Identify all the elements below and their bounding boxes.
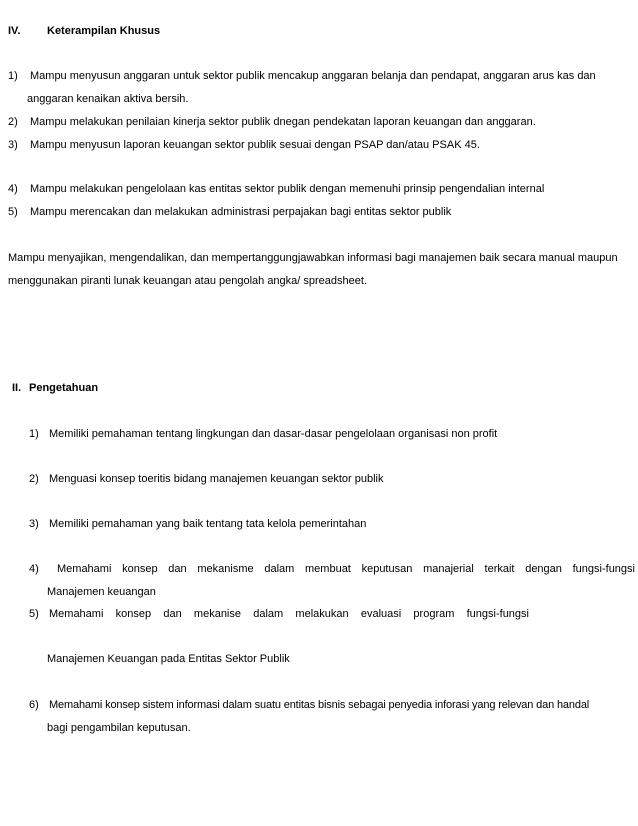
list-item-text: Menguasi konsep toeritis bidang manajemen keuangan sektor publik: [49, 473, 384, 485]
list-item-number: 2): [8, 116, 18, 128]
list-item-text: Memiliki pemahaman yang baik tentang tata kelola pemerintahan: [49, 518, 367, 530]
section-iv-roman: IV.: [8, 25, 21, 37]
list-item-text: Memahami konsep dan mekanisme dalam membuat keputusan manajerial terkait dengan fungsi-fungsi: [57, 563, 635, 575]
list-item-text: Mampu melakukan penilaian kinerja sektor publik dnegan pendekatan laporan keuangan dan anggaran.: [30, 116, 536, 128]
list-item-number: 3): [29, 518, 39, 530]
section-ii-roman: II.: [12, 382, 22, 394]
list-item-text-continuation: anggaran kenaikan aktiva bersih.: [27, 93, 189, 105]
paragraph-text: Mampu menyajikan, mengendalikan, dan mempertanggungjawabkan informasi bagi manajemen baik secara manual maupun: [8, 252, 618, 264]
list-item-number: 2): [29, 473, 39, 485]
list-item-text-continuation: Manajemen keuangan: [47, 586, 156, 598]
list-item-text: Mampu menyusun laporan keuangan sektor publik sesuai dengan PSAP dan/atau PSAK 45.: [30, 139, 480, 151]
list-item-number: 1): [29, 428, 39, 440]
list-item-number: 3): [8, 139, 18, 151]
list-item-number: 4): [29, 563, 39, 575]
section-ii-title: Pengetahuan: [29, 382, 99, 394]
list-item-text: Memiliki pemahaman tentang lingkungan dan dasar-dasar pengelolaan organisasi non profit: [49, 428, 498, 440]
list-item-number: 5): [29, 608, 39, 620]
paragraph-text-continuation: menggunakan piranti lunak keuangan atau pengolah angka/ spreadsheet.: [8, 275, 367, 287]
list-item-text-continuation: bagi pengambilan keputusan.: [47, 722, 191, 734]
list-item-text: Memahami konsep sistem informasi dalam suatu entitas bisnis sebagai penyedia inforasi yang relevan dan handal: [49, 699, 590, 711]
list-item-text: Memahami konsep dan mekanise dalam melakukan evaluasi program fungsi-fungsi: [49, 608, 529, 620]
section-iv-title: Keterampilan Khusus: [47, 25, 161, 37]
list-item-text-continuation: Manajemen Keuangan pada Entitas Sektor Publik: [47, 653, 290, 665]
list-item-number: 1): [8, 70, 18, 82]
list-item-number: 5): [8, 206, 18, 218]
list-item-text: Mampu merencakan dan melakukan administrasi perpajakan bagi entitas sektor publik: [30, 206, 452, 218]
list-item-number: 6): [29, 699, 39, 711]
list-item-text: Mampu melakukan pengelolaan kas entitas sektor publik dengan memenuhi prinsip pengendalian internal: [30, 183, 545, 195]
list-item-text: Mampu menyusun anggaran untuk sektor publik mencakup anggaran belanja dan pendapat, anggaran arus kas dan: [30, 70, 596, 82]
list-item-number: 4): [8, 183, 18, 195]
